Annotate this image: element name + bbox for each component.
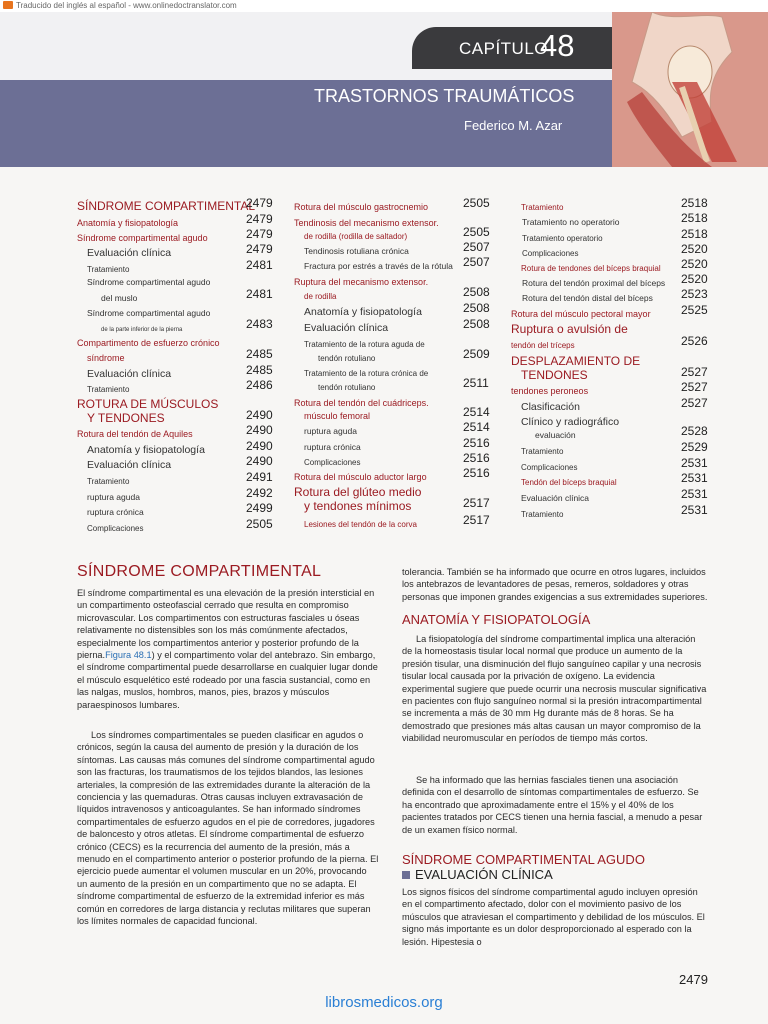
toc-entry-label: Tratamiento — [521, 447, 564, 456]
toc-page-number[interactable]: 2511 — [463, 376, 489, 390]
toc-page-number[interactable]: 2490 — [246, 454, 273, 468]
chapter-author: Federico M. Azar — [464, 118, 563, 133]
toc-entry-label: Tendón del bíceps braquial — [521, 478, 617, 487]
toc-page-number[interactable]: 2505 — [463, 225, 490, 239]
toc-entry-label: Rotura del tendón proximal del bíceps — [522, 278, 666, 288]
toc-page-number[interactable]: 2507 — [463, 255, 490, 269]
toc-page-number[interactable]: 2518 — [681, 196, 708, 210]
footer-link[interactable]: librosmedicos.org — [325, 994, 443, 1011]
toc-entry-label: Rotura del tendón distal del bíceps — [522, 293, 653, 303]
paragraph-3: tolerancia. También se ha informado que ocurre en otros lugares, incluidos los antebrazos de levantadores de pesas, remeros, soldadores y otras personas que imponen grandes exigencias a sus extremidades superiores. — [402, 567, 708, 602]
figure-link[interactable]: Figura 48.1 — [105, 650, 152, 661]
toc-page-number[interactable]: 2485 — [246, 347, 273, 361]
toc-entry-label: Clínico y radiográfico — [521, 416, 620, 428]
toc-page-number[interactable]: 2531 — [681, 471, 708, 485]
toc-entry[interactable] — [511, 381, 588, 399]
toc-entry[interactable] — [87, 455, 171, 473]
toc-page-number[interactable]: 2486 — [246, 378, 273, 392]
toc-entry-label: Tratamiento de la rotura crónica de — [304, 369, 429, 378]
toc-page-number[interactable]: 2514 — [463, 420, 490, 434]
toc-entry-label: Tratamiento — [87, 265, 130, 274]
toc-page-number[interactable]: 2507 — [463, 240, 490, 254]
toc-entry[interactable] — [87, 502, 144, 520]
toc-entry-label: Anatomía y fisiopatología — [87, 444, 205, 456]
paragraph-6: Los signos físicos del síndrome compartimental agudo incluyen opresión en el compartimento afectado, dolor con el movimiento pasivo de los músculos que atraviesan el compartimento y debilidad de los músculos. El signo más importante es un dolor desproporcionado al esperado con la lesión. Hipestesia o — [402, 887, 705, 947]
toc-entry-label: tendón del tríceps — [511, 341, 575, 350]
toc-entry-label: Evaluación clínica — [87, 247, 172, 259]
paragraph-2: Los síndromes compartimentales se pueden clasificar en agudos o crónicos, según la causa del aumento de presión y la duración de los síntomas. Las causas más comunes del síndrome compartimental agudo son las fracturas, los traumatismos de los tejidos blandos, las lesiones arteriales, la compresión de las extremidades durante la alteración de la conciencia y las quemaduras. Otras causas incluyen extravasación de líquidos intravenosos y anticoagulantes. Se han informado síndromes compartimentales de esfuerzo agudos en el pie de corredores, jugadores de baloncesto y otros atletas. El síndrome compartimental de esfuerzo crónico (CECS) es la recurrencia del aumento de la presión, más a menudo en el compartimento anterior o posterior profundo de la pierna. El ejercicio puede aumentar el volumen muscular en un 20%, provocando un aumento de la presión en un compartimento que no se adapta. El síndrome compartimental de esfuerzo de la extremidad inferior es más común en corredores de larga distancia y reclutas militares que superan los límites normales de capacidad funcional. — [77, 730, 379, 927]
toc-page-number[interactable]: 2505 — [246, 517, 273, 531]
toc-entry-label: Ruptura del mecanismo extensor. — [294, 277, 429, 287]
toc-entry-label: tendón rotuliano — [318, 354, 376, 363]
toc-page-number[interactable]: 2490 — [246, 408, 273, 422]
toc-entry-label: Complicaciones — [522, 249, 579, 258]
toc-entry[interactable] — [77, 424, 193, 442]
paragraph-4: La fisiopatología del síndrome compartimental implica una alteración de la homeostasis tisular local normal que produce un aumento de la presión tisular, una disminución del flujo sanguíneo capilar y una necrosis tisular local causada por la privación de oxígeno. La evidencia experimental sugiere que puede ocurrir una necrosis muscular significativa en pacientes con flujo sanguíneo normal si la presión intracompartimental se incrementa a más de 30 mm Hg durante más de 8 horas. Se ha demostrado que presiones más altas causan un mayor compromiso de la viabilidad neuromuscular en períodos de tiempo más cortos. — [402, 634, 707, 744]
toc-entry-label: y tendones mínimos — [304, 499, 412, 513]
toc-entry-label: Tratamiento de la rotura aguda de — [304, 340, 425, 349]
toc-entry-label: Evaluación clínica — [87, 459, 172, 471]
toc-entry[interactable] — [87, 243, 171, 261]
toc-entry-label: Rotura del músculo gastrocnemio — [294, 202, 429, 212]
toc-entry[interactable] — [87, 348, 125, 366]
toc-page-number[interactable]: 2523 — [681, 287, 708, 301]
page-number: 2479 — [679, 972, 708, 987]
toc-entry-label: tendón rotuliano — [318, 383, 376, 392]
toc-entry[interactable] — [294, 467, 427, 485]
toc-entry[interactable] — [294, 197, 428, 215]
heading-anatomy: ANATOMÍA Y FISIOPATOLOGÍA — [402, 612, 591, 627]
knee-illustration-icon — [612, 12, 768, 167]
toc-page-number[interactable]: 2516 — [463, 436, 490, 450]
toc-entry[interactable] — [521, 488, 589, 506]
toc-entry[interactable] — [522, 288, 653, 306]
toc-page-number[interactable]: 2517 — [463, 513, 490, 527]
toc-page-number[interactable]: 2518 — [681, 211, 708, 225]
toc-entry-label: Lesiones del tendón de la corva — [304, 520, 417, 529]
toc-entry[interactable] — [304, 302, 422, 320]
toc-page-number[interactable]: 2518 — [681, 227, 708, 241]
toc-page-number[interactable]: 2509 — [463, 347, 490, 361]
chapter-title: TRASTORNOS TRAUMÁTICOS — [314, 86, 575, 106]
toc-entry-label: Tendinosis rotuliana crónica — [304, 246, 409, 256]
toc-entry-label: Rotura del músculo aductor largo — [294, 472, 427, 482]
toc-entry-label: Síndrome compartimental agudo — [87, 277, 211, 287]
toc-entry[interactable] — [87, 471, 129, 489]
toc-entry-label: Rotura del tendón del cuádriceps. — [294, 398, 429, 408]
toc-entry-label: Rotura del músculo pectoral mayor — [511, 309, 651, 319]
toc-page-number[interactable]: 2479 — [246, 212, 273, 226]
paragraph-1: El síndrome compartimental es una elevación de la presión intersticial en un compartimento osteofascial cerrado que resulta en compromiso microvascular. Los compartimentos con estructuras fasciales u óseas relativamente no distensibles son los más comúnmente afectados, especialmente los compartimentos anterior y posterior profundo de la pierna.Figura 48.1) y el compartimento volar del antebrazo. Sin embargo, el síndrome compartimental puede desarrollarse en cualquier lugar donde el músculo esquelético esté rodeado por una fascia sustancial, como en las nalgas, muslos, hombros, manos, pies, brazos y músculos paraespinosos lumbares. — [77, 588, 378, 710]
toc-entry-label: Compartimento de esfuerzo crónico — [77, 338, 220, 348]
toc-entry[interactable] — [522, 212, 620, 230]
toc-page-number[interactable]: 2527 — [681, 380, 708, 394]
toc-entry-label: Complicaciones — [304, 458, 361, 467]
toc-entry[interactable] — [521, 504, 563, 522]
toc-entry-label: de rodilla — [304, 292, 337, 301]
chapter-word: CAPÍTULO — [459, 39, 549, 58]
toc-page-number[interactable]: 2483 — [246, 317, 273, 331]
heading-eval: EVALUACIÓN CLÍNICA — [402, 867, 553, 882]
toc-entry[interactable] — [77, 197, 255, 215]
toc-entry-label: DESPLAZAMIENTO DE — [511, 354, 641, 368]
toc-entry[interactable] — [521, 441, 563, 459]
toc-entry[interactable] — [511, 304, 651, 322]
toc-page-number[interactable]: 2528 — [681, 424, 708, 438]
toc-entry[interactable] — [535, 425, 576, 443]
toc-page-number[interactable]: 2520 — [681, 257, 708, 271]
toc-entry-label: Rotura de tendones del bíceps braquial — [521, 264, 661, 273]
toc-entry-label: de la parte inferior de la pierna — [101, 327, 183, 333]
toc-entry-label: TENDONES — [521, 368, 588, 382]
toc-page-number[interactable]: 2490 — [246, 423, 273, 437]
toc-entry[interactable] — [304, 421, 357, 439]
toc-entry-label: Anatomía y fisiopatología — [304, 306, 422, 318]
toc-page-number[interactable]: 2520 — [681, 242, 708, 256]
toc-entry-label: Rotura del tendón de Aquiles — [77, 429, 193, 439]
toc-entry-label: Síndrome compartimental agudo — [87, 308, 211, 318]
toc-entry-label: Complicaciones — [521, 463, 578, 472]
toc-page-number[interactable]: 2479 — [246, 242, 273, 256]
section-heading-compartment: SÍNDROME COMPARTIMENTAL — [77, 563, 322, 580]
toc-entry-label: Tratamiento no operatorio — [522, 217, 620, 227]
toc-entry-label: Clasificación — [521, 401, 580, 413]
toc-page-number[interactable]: 2531 — [681, 456, 708, 470]
toc-page-number[interactable]: 2527 — [681, 396, 708, 410]
toc-entry[interactable] — [87, 518, 143, 536]
toc-page-number[interactable]: 2491 — [246, 470, 273, 484]
toc-page-number[interactable]: 2514 — [463, 405, 490, 419]
toc-entry-label: síndrome — [87, 353, 125, 363]
toc-page-number[interactable]: 2531 — [681, 487, 708, 501]
knee-anatomy-illustration — [612, 12, 768, 167]
toc-entry-label: Evaluación clínica — [87, 368, 172, 380]
translator-bar[interactable] — [0, 0, 768, 12]
toc-entry[interactable] — [87, 379, 129, 397]
toc-entry-label: Evaluación clínica — [304, 322, 389, 334]
toc-entry-label: Fractura por estrés a través de la rótula — [304, 261, 453, 271]
toc-page-number[interactable]: 2492 — [246, 486, 273, 500]
toc-entry-label: evaluación — [535, 430, 576, 440]
toc-entry-label: ROTURA DE MÚSCULOS — [77, 397, 219, 411]
toc-entry[interactable] — [318, 377, 375, 395]
heading-acute: SÍNDROME COMPARTIMENTAL AGUDO — [402, 852, 645, 867]
toc-entry[interactable] — [87, 272, 210, 290]
toc-page-number[interactable]: 2508 — [463, 317, 490, 331]
toc-page-number[interactable]: 2516 — [463, 466, 490, 480]
toc-entry-label: Tratamiento operatorio — [522, 234, 603, 243]
toc-entry[interactable] — [304, 318, 388, 336]
translate-icon — [3, 1, 13, 9]
toc-page-number[interactable]: 2479 — [246, 196, 273, 210]
toc-entry-label: de rodilla (rodilla de saltador) — [304, 232, 408, 241]
toc-entry-label: Tratamiento — [87, 385, 130, 394]
toc-page-number[interactable]: 2525 — [681, 303, 708, 317]
toc-entry-label: Tratamiento — [521, 510, 564, 519]
translator-text: Traducido del inglés al español - www.onlinedoctranslator.com — [16, 1, 237, 10]
toc-entry-label: Y TENDONES — [87, 411, 165, 425]
toc-entry-label: Complicaciones — [87, 524, 144, 533]
toc-entry-label: del muslo — [101, 293, 138, 303]
toc-entry[interactable] — [304, 286, 336, 304]
toc-entry-label: ruptura aguda — [87, 492, 140, 502]
toc-entry-label: ruptura crónica — [87, 507, 144, 517]
toc-page-number[interactable]: 2485 — [246, 363, 273, 377]
toc-page-number[interactable]: 2479 — [246, 227, 273, 241]
toc-page-number[interactable]: 2481 — [246, 287, 273, 301]
toc-page-number[interactable]: 2508 — [463, 301, 490, 315]
toc-entry-label: Rotura del glúteo medio — [294, 485, 422, 499]
toc-entry[interactable] — [511, 335, 575, 353]
toc-page-number[interactable]: 2508 — [463, 285, 490, 299]
toc-page-number[interactable]: 2531 — [681, 503, 708, 517]
toc-page-number[interactable]: 2481 — [246, 258, 273, 272]
toc-page-number[interactable]: 2526 — [681, 334, 708, 348]
toc-entry-label: músculo femoral — [304, 411, 371, 421]
toc-entry-label: Tratamiento — [87, 477, 130, 486]
chapter-badge — [412, 27, 613, 69]
toc-entry-label: Síndrome compartimental agudo — [77, 233, 208, 243]
toc-entry[interactable] — [521, 472, 617, 490]
toc-entry-label: Ruptura o avulsión de — [511, 322, 628, 336]
toc-entry-label: Anatomía y fisiopatología — [77, 218, 179, 228]
toc-page-number[interactable]: 2527 — [681, 365, 708, 379]
toc-entry-label: Evaluación clínica — [521, 493, 590, 503]
toc-entry[interactable] — [304, 514, 417, 532]
paragraph-5: Se ha informado que las hernias fasciales tienen una asociación definida con el desarrollo de síntomas compartimentales de esfuerzo. Se ha encontrado que aproximadamente entre el 15% y el 40% de los pacientes tratados por CECS tienen una hernia fascial, a menudo a pesar de un examen físico normal. — [402, 775, 703, 835]
toc-page-number[interactable]: 2529 — [681, 440, 708, 454]
toc-page-number[interactable]: 2517 — [463, 496, 490, 510]
toc-entry-label: ruptura crónica — [304, 442, 361, 452]
toc-entry-label: Tendinosis del mecanismo extensor. — [294, 218, 439, 228]
section-square-icon — [402, 871, 410, 879]
chapter-number: 48 — [540, 28, 575, 63]
toc-entry-label: tendones peroneos — [511, 386, 589, 396]
toc-entry-label: ruptura aguda — [304, 426, 357, 436]
toc-page-number[interactable]: 2499 — [246, 501, 273, 515]
toc-page-number[interactable]: 2520 — [681, 272, 708, 286]
toc-entry-label: Tratamiento — [521, 203, 564, 212]
toc-page-number[interactable]: 2516 — [463, 451, 490, 465]
toc-page-number[interactable]: 2505 — [463, 196, 490, 210]
toc-entry-label: SÍNDROME COMPARTIMENTAL — [77, 199, 256, 213]
toc-page-number[interactable]: 2490 — [246, 439, 273, 453]
toc-entry[interactable] — [304, 497, 411, 515]
toc-entry[interactable] — [304, 256, 453, 274]
